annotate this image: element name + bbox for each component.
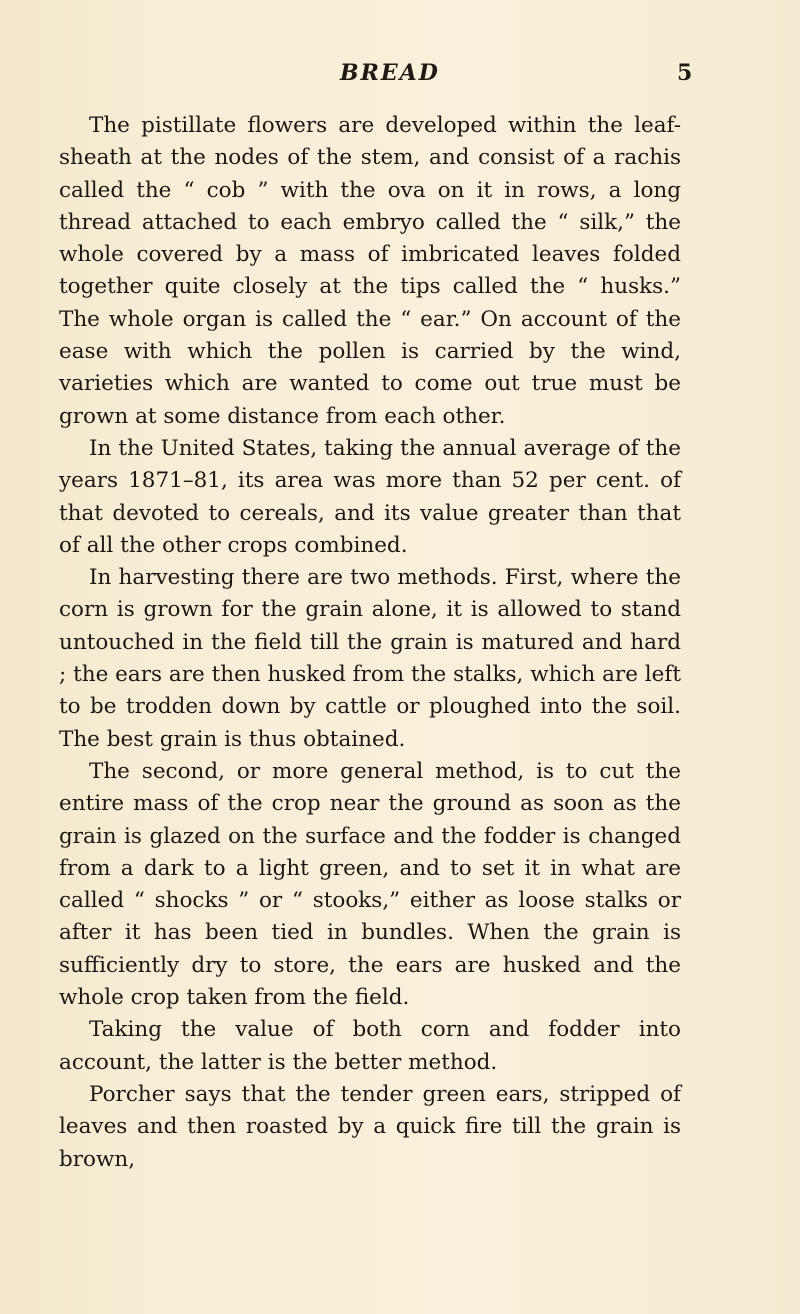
paragraph-second-method: The second, or more general method, is to cut the entire mass of the crop near the ground as soon as the grain is glazed on the surface and the fodder is changed from a dark to a light green, and to set it in what are called “ shocks ” or “ stooks,” either as loose stalks or after it has been tied in bundles. When the grain is sufficiently dry to store, the ears are husked and the whole crop taken from the field. bbox=[59, 758, 681, 1011]
paragraph-porcher: Porcher says that the tender green ears, stripped of leaves and then roasted by a quick fire till the grain is brown, bbox=[59, 1081, 681, 1172]
running-title: BREAD bbox=[340, 60, 440, 86]
paragraph-pistillate-flowers: The pistillate flowers are developed within the leaf-sheath at the nodes of the stem, and consist of a rachis called the “ cob ” with the ova on it in rows, a long thread attached to each embryo called the “ silk,” the whole covered by a mass of imbricated leaves folded together quite closely at the tips called the “ husks.” The whole organ is called the “ ear.” On account of the ease with which the pollen is carried by the wind, varieties which are wanted to come out true must be grown at some distance from each other. bbox=[59, 113, 681, 429]
page-number: 5 bbox=[677, 60, 693, 86]
paragraph-harvesting-methods: In harvesting there are two methods. First, where the corn is grown for the grain alone, it is allowed to stand untouched in the field till the grain is matured and hard ; the ears are then husked from the stalks, which are left to be trodden down by cattle or ploughed into the soil. The best grain is thus obtained. bbox=[59, 565, 681, 752]
paragraph-united-states: In the United States, taking the annual average of the years 1871–81, its area was more than 52 per cent. of that devoted to cereals, and its value greater than that of all the other crops combined. bbox=[59, 435, 681, 558]
page-header bbox=[0, 60, 800, 100]
paragraph-value-comparison: Taking the value of both corn and fodder into account, the latter is the better method. bbox=[59, 1017, 681, 1075]
body-text bbox=[59, 110, 681, 1176]
